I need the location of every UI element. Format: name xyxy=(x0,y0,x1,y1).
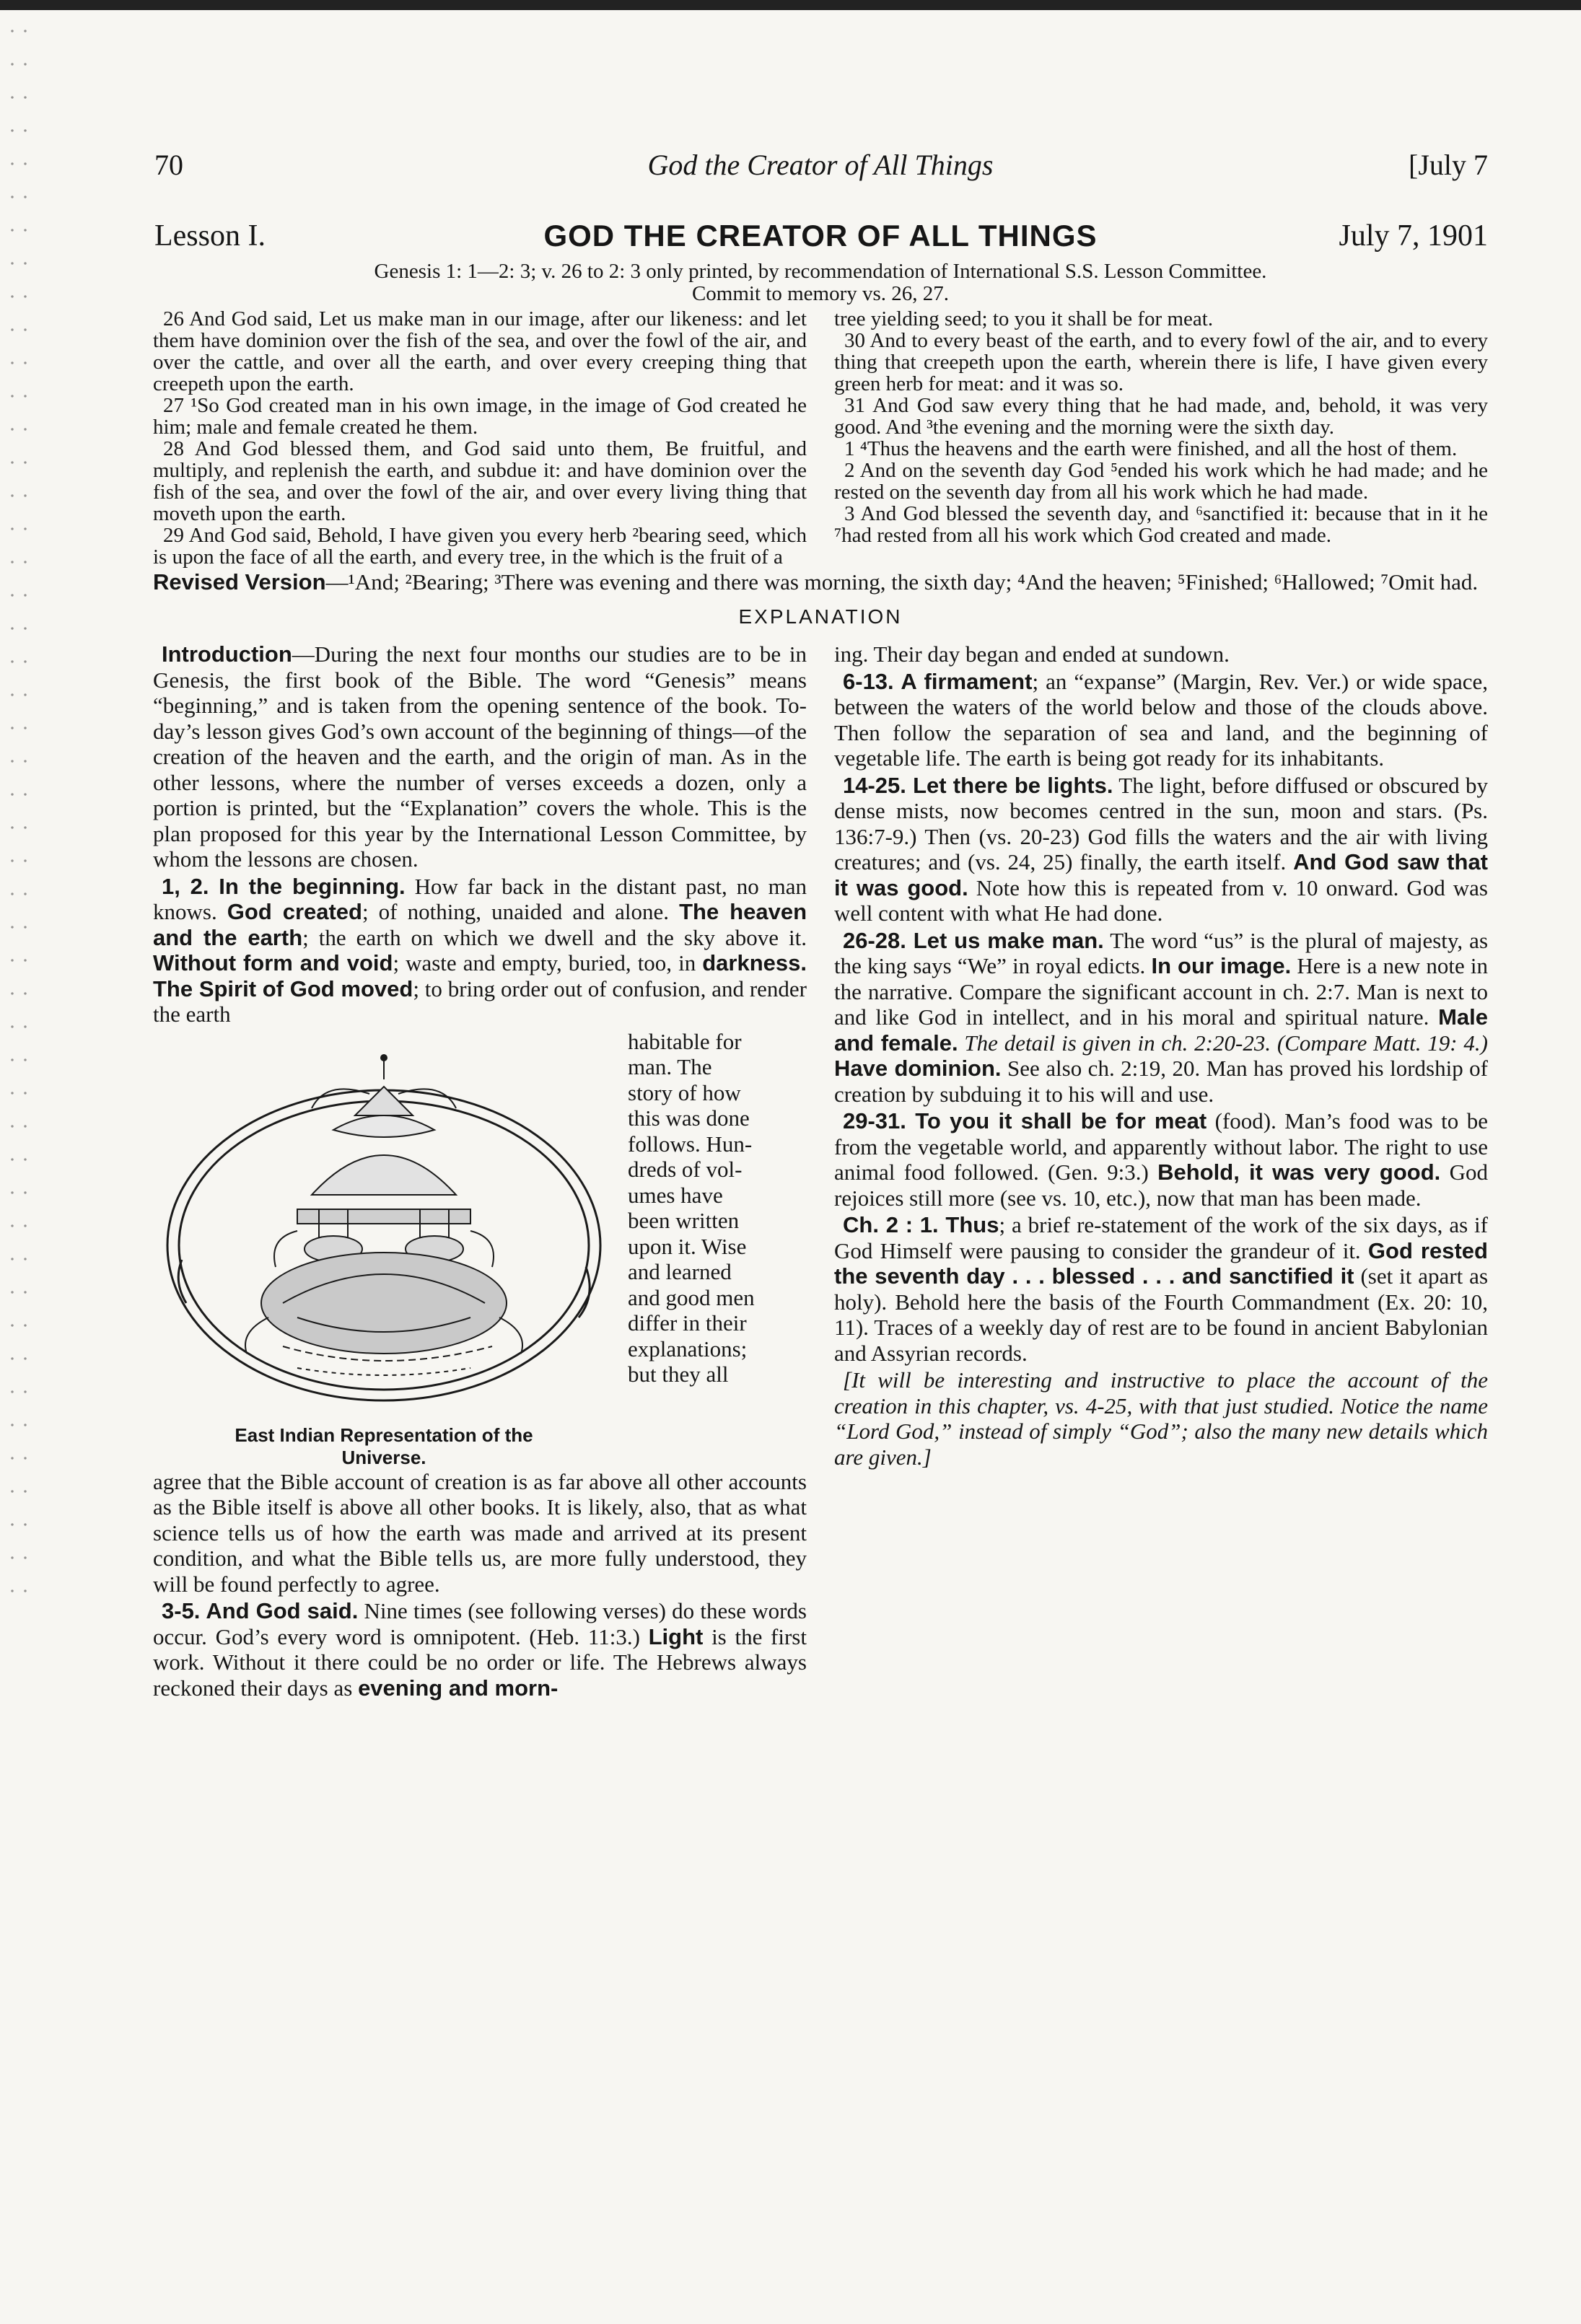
figure xyxy=(153,1029,615,1469)
p12-text-c: ; the earth on which we dwell and the sky above it. xyxy=(302,924,807,950)
verses-14-25-paragraph xyxy=(834,773,1488,926)
verse-27: 27 ¹So God created man in his own image, in the image of God created he him; male and female created he them. xyxy=(153,394,807,439)
running-head xyxy=(153,148,1488,191)
lesson-title: GOD THE CREATOR OF ALL THINGS xyxy=(543,219,1098,253)
wrap-line: story of how xyxy=(628,1079,741,1105)
p1425-text-a: The light, before diffused or obscured by dense mists, now becomes centred in the sun, moon and stars. (Ps. 136:7-9.) Then (vs. 20-23) God fills the waters and the air with living creatures; and (vs. 24, 25) finally, the earth itself. xyxy=(834,772,1489,874)
p1425-key: And God saw that it was good. xyxy=(834,849,1489,900)
p613-text: ; an “expanse” (Margin, Rev. Ver.) or wide space, between the waters of the world below and those of the clouds above. Then follow the separation of sea and land, and the beginning of vegetable life. The earth is being got ready for its inhabitants. xyxy=(834,668,1488,771)
ch2-text-b: (set it apart as holy). Behold here the basis of the Fourth Commandment (Ex. 20: 10, 11). Traces of a weekly day of rest are to be found in ancient Babylonian and Assyrian records. xyxy=(834,1263,1489,1366)
verse-29: 29 And God said, Behold, I have given you every herb ²bearing seed, which is upon the face of all the earth, and every tree, in the which is the fruit of a xyxy=(153,524,807,569)
revised-version-note xyxy=(153,571,1488,594)
continuation-paragraph: agree that the Bible account of creation is as far above all other accounts as the Bible itself is above all other books. It is likely, also, that as what science tells us of how the earth was made and arrived at its present condition, and what the Bible tells us, are more fully understood, they will be found perfectly to agree. xyxy=(153,1468,807,1597)
wrap-line: explanations; xyxy=(628,1336,748,1361)
p12-text-f: ; to bring order out of confusion, and render the earth xyxy=(153,975,807,1027)
wrap-line: habitable for xyxy=(628,1028,742,1054)
wrap-line: follows. Hun- xyxy=(628,1131,753,1157)
wrap-line: dreds of vol- xyxy=(628,1157,743,1182)
verses-1-2-label: 1, 2. In the beginning. xyxy=(162,873,406,899)
wrap-line: man. The xyxy=(628,1054,712,1079)
p2628-text-a: The word “us” is the plural of majesty, as the king says “We” in royal edicts. xyxy=(834,927,1489,978)
margin-specks xyxy=(6,14,35,1602)
lesson-date: July 7, 1901 xyxy=(1339,219,1488,253)
verses-26-28-paragraph xyxy=(834,928,1488,1108)
wrap-text xyxy=(628,1029,807,1469)
p2628-key-2: Male and female. xyxy=(834,1004,1488,1056)
wrap-line: umes have xyxy=(628,1182,723,1208)
page-number: 70 xyxy=(154,149,183,181)
p2628-text-b: Here is a new note in the narrative. Compare the significant account in ch. 2:7. Man is next to and like God in intellect, and in his moral and spiritual nature. xyxy=(834,953,1488,1030)
revised-version-text: —¹And; ²Bearing; ³There was evening and there was morning, the sixth day; ⁴And the heaven; ⁵Finished; ⁶Hallowed; ⁷Omit had. xyxy=(325,569,1479,595)
p35-key-2: evening and morn- xyxy=(358,1675,559,1701)
verse-2-2: 2 And on the seventh day God ⁵ended his work which he had made; and he rested on the seventh day from all his work which he had made. xyxy=(834,459,1488,504)
p1425-text-b: Note how this is repeated from v. 10 onward. God was well content with what He had done. xyxy=(834,874,1488,926)
verses-6-13-paragraph xyxy=(834,669,1488,771)
verse-31: 31 And God saw every thing that he had made, and, behold, it was very good. And ³the evening and the morning were the sixth day. xyxy=(834,394,1488,439)
p12-key-4: darkness. xyxy=(702,950,807,975)
top-rule xyxy=(0,0,1581,10)
p12-text-b: ; of nothing, unaided and alone. xyxy=(362,899,680,924)
verse-26: 26 And God said, Let us make man in our image, after our likeness: and let them have dominion over the fish of the sea, and over the fowl of the air, and over the cattle, and over all the earth, and over every creeping thing that creepeth upon the earth. xyxy=(153,307,807,395)
ch2-text-a: ; a brief re-statement of the work of the six days, as if God Himself were pausing to consider the grandeur of it. xyxy=(834,1212,1488,1263)
p12-text-d: ; waste and empty, buried, too, in xyxy=(393,950,703,975)
verse-2-1: 1 ⁴Thus the heavens and the earth were finished, and all the host of them. xyxy=(844,437,1458,460)
figure-caption xyxy=(153,1424,615,1469)
running-date: [July 7 xyxy=(1409,149,1488,181)
east-indian-universe-illustration xyxy=(153,1029,615,1418)
verse-28: 28 And God blessed them, and God said unto them, Be fruitful, and multiply, and replenish the earth, and subdue it: and have dominion over the fish of the sea, and over the fowl of the air, and over every living thing that moveth upon the earth. xyxy=(153,437,807,525)
verses-left xyxy=(153,308,807,568)
verses-29-31-label: 29-31. To you it shall be for meat xyxy=(843,1108,1207,1134)
p2628-text-d: See also ch. 2:19, 20. Man has proved his lordship of creation by subduing it to his will and use. xyxy=(834,1056,1488,1107)
p2931-text-b: God rejoices still more (see vs. 10, etc.), now that man has been made. xyxy=(834,1159,1488,1211)
p12-key-5: The Spirit of God moved xyxy=(153,975,413,1001)
intro-paragraph xyxy=(153,641,807,872)
verses-14-25-label: 14-25. Let there be lights. xyxy=(843,772,1113,798)
verse-29-cont: tree yielding seed; to you it shall be for meat. xyxy=(834,307,1214,330)
verses-right xyxy=(834,308,1488,568)
verse-2-3: 3 And God blessed the seventh day, and ⁶sanctified it: because that in it he ⁷had rested from all his work which God created and made. xyxy=(834,502,1488,547)
verses-3-5-label: 3-5. And God said. xyxy=(162,1598,359,1623)
p35-text-b: is the first work. Without it there could be no order or life. The Hebrews always reckoned their days as xyxy=(153,1623,807,1701)
verses-3-5-paragraph xyxy=(153,1598,807,1701)
verse-columns xyxy=(153,308,1488,568)
p12-key-2: The heaven and the earth xyxy=(153,899,807,950)
verse-30: 30 And to every beast of the earth, and to every fowl of the air, and to every thing that creepeth upon the earth, wherein there is life, I have given every green herb for meat: and it was so. xyxy=(834,329,1488,395)
caption-line-2: Universe. xyxy=(341,1446,426,1468)
figure-row xyxy=(153,1029,807,1469)
p2931-key: Behold, it was very good. xyxy=(1157,1159,1441,1185)
verses-26-28-label: 26-28. Let us make man. xyxy=(843,927,1104,953)
p2628-key-1: In our image. xyxy=(1151,953,1292,978)
chapter-2-paragraph xyxy=(834,1212,1488,1366)
p35-key: Light xyxy=(648,1623,704,1649)
p2931-text-a: (food). Man’s food was to be from the vegetable world, and apparently without labor. The right to use animal food followed. (Gen. 9:3.) xyxy=(834,1108,1488,1185)
wrap-line: but they all xyxy=(628,1361,729,1387)
caption-line-1: East Indian Representation of the xyxy=(235,1424,533,1446)
intro-label: Introduction xyxy=(162,641,292,667)
verses-6-13-label: 6-13. A firmament xyxy=(843,668,1033,694)
intro-text: —During the next four months our studies are to be in Genesis, the first book of the Bible. The word “Genesis” means “beginning,” and is taken from the opening sentence of the book. To-day’s lesson gives God’s own account of the beginning of things—of the creation of the heaven and the earth, and the origin of man. As in the other lessons, where the number of verses exceeds a dozen, only a portion is printed, but the “Explanation” covers the whole. This is the plan proposed for this year by the International Lesson Committee, by whom the lessons are chosen. xyxy=(153,641,807,872)
p2628-text-c: The detail is given in ch. 2:20-23. (Compare Matt. 19: 4.) xyxy=(958,1030,1488,1056)
lesson-header xyxy=(153,219,1488,260)
wrap-line: differ in their xyxy=(628,1310,747,1336)
scripture-reference: Genesis 1: 1—2: 3; v. 26 to 2: 3 only printed, by recommendation of International S.S. Lesson Committee. xyxy=(374,260,1267,283)
explanation-right xyxy=(834,641,1488,1702)
p12-key-1: God created xyxy=(227,899,362,924)
closing-note: [It will be interesting and instructive to place the account of the creation in this chapter, vs. 4-25, with that just studied. Notice the name “Lord God,” instead of simply “God”; also the many new details which are given.] xyxy=(834,1367,1488,1470)
p12-key-3: Without form and void xyxy=(153,950,393,975)
memory-verse-note: Commit to memory vs. 26, 27. xyxy=(691,282,950,305)
verses-29-31-paragraph xyxy=(834,1108,1488,1211)
explanation-left xyxy=(153,641,807,1702)
verses-1-2-paragraph xyxy=(153,874,807,1027)
running-title: God the Creator of All Things xyxy=(647,149,994,181)
ch2-key: God rested the seventh day . . . blessed . . . and sanctified it xyxy=(834,1237,1488,1289)
wrap-line: and learned xyxy=(628,1259,732,1284)
wrap-line: been written xyxy=(628,1208,740,1233)
revised-version-label: Revised Version xyxy=(153,569,326,595)
chapter-2-label: Ch. 2 : 1. Thus xyxy=(843,1212,999,1237)
p35-text-a: Nine times (see following verses) do these words occur. God’s every word is omnipotent. (Heb. 11:3.) xyxy=(153,1598,807,1649)
explanation-columns xyxy=(153,641,1488,1702)
explanation-heading: EXPLANATION xyxy=(738,605,903,628)
lesson-number: Lesson I. xyxy=(154,219,266,253)
page xyxy=(153,148,1488,1702)
p2628-key-3: Have dominion. xyxy=(834,1056,1002,1081)
wrap-line: upon it. Wise xyxy=(628,1233,747,1259)
wrap-line: and good men xyxy=(628,1284,755,1310)
p12-text-a: How far back in the distant past, no man knows. xyxy=(153,873,807,924)
carryover-text: ing. Their day began and ended at sundown. xyxy=(834,641,1230,667)
wrap-line: this was done xyxy=(628,1105,750,1131)
